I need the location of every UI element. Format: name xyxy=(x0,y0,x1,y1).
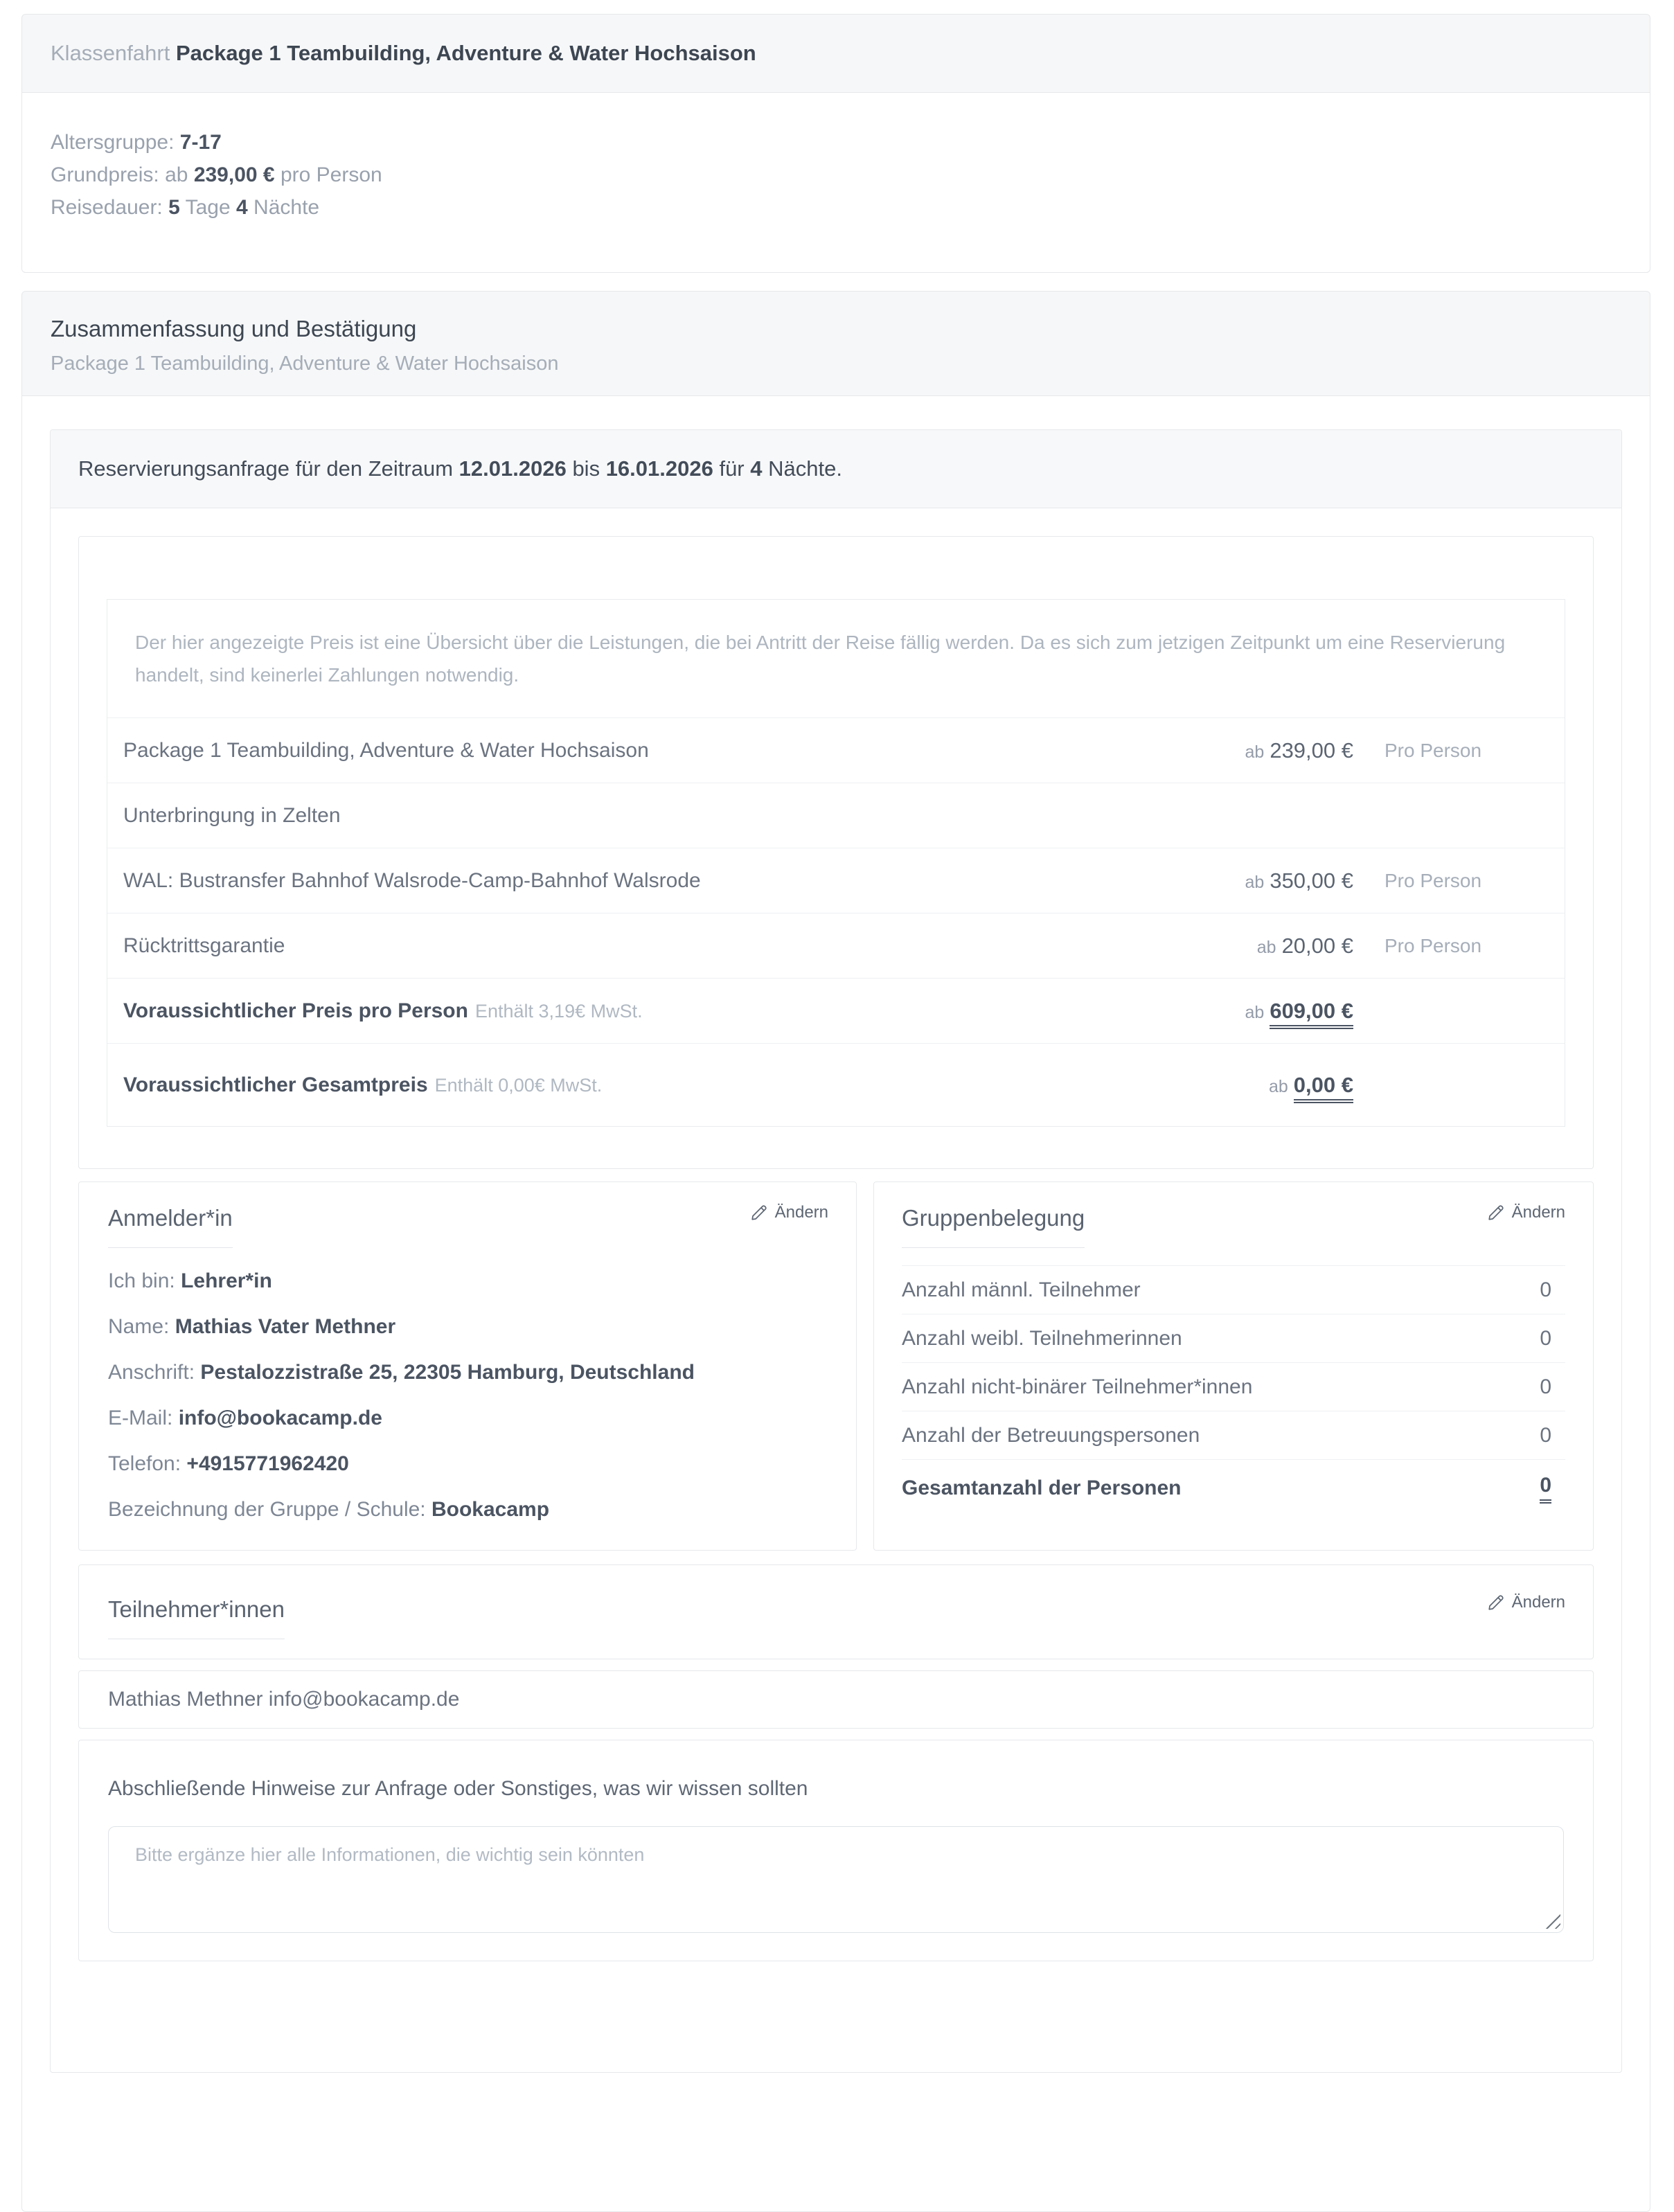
product-info-body xyxy=(21,93,1650,273)
participants-edit-button[interactable] xyxy=(1487,1593,1565,1612)
ab-prefix: ab xyxy=(1256,937,1276,957)
ab-prefix: ab xyxy=(1245,742,1265,762)
notes-title: Abschließende Hinweise zur Anfrage oder Sonstiges, was wir wissen sollten xyxy=(108,1777,808,1800)
ab-prefix: ab xyxy=(1245,872,1265,892)
price-overview-container xyxy=(78,536,1594,1169)
reservation-heading-text: Reservierungsanfrage für den Zeitraum xyxy=(78,456,459,481)
price-cell xyxy=(1132,999,1353,1024)
price-row-accommodation xyxy=(107,783,1565,848)
price-value: 350,00 € xyxy=(1270,868,1353,893)
total-persons-label: Gesamtanzahl der Personen xyxy=(902,1477,1182,1499)
summary-subtitle: Package 1 Teambuilding, Adventure & Water Hochsaison xyxy=(51,353,559,375)
registrant-email-line: E-Mail: info@bookacamp.de xyxy=(108,1407,382,1429)
participants-panel-title: Teilnehmer*innen xyxy=(108,1597,285,1639)
price-unit: Pro Person xyxy=(1384,869,1482,891)
price-row-name: Unterbringung in Zelten xyxy=(123,803,341,827)
group-occupancy-edit-label: Ändern xyxy=(1511,1203,1565,1222)
price-disclaimer: Der hier angezeigte Preis ist eine Übersicht über die Leistungen, die bei Antritt der Reise fällig werden. Da es sich zum jetzigen Zeitpunkt um eine Reservierung handelt, sind keinerlei Zahlungen notwendig. xyxy=(135,632,1506,686)
product-title: Package 1 Teambuilding, Adventure & Water Hochsaison xyxy=(175,41,756,65)
registrant-phone: +4915771962420 xyxy=(186,1452,349,1475)
price-row-bustransfer xyxy=(107,848,1565,913)
base-price-suffix: pro Person xyxy=(280,163,382,186)
pencil-icon xyxy=(1487,1204,1505,1222)
registrant-panel-title: Anmelder*in xyxy=(108,1206,233,1248)
participant-entry: Mathias Methner info@bookacamp.de xyxy=(108,1688,460,1711)
notes-textarea-wrap xyxy=(108,1826,1564,1933)
female-count-label: Anzahl weibl. Teilnehmerinnen xyxy=(902,1327,1182,1350)
vat-note: Enthält 3,19€ MwSt. xyxy=(474,1000,643,1022)
pencil-icon xyxy=(750,1204,768,1222)
group-occupancy-rows xyxy=(902,1265,1565,1515)
total-price-per-person: 609,00 € xyxy=(1270,999,1353,1029)
price-unit: Pro Person xyxy=(1384,934,1482,956)
total-price: 0,00 € xyxy=(1294,1073,1353,1103)
duration-days-value: 5 xyxy=(168,196,180,219)
notes-panel xyxy=(78,1740,1594,1961)
price-cell xyxy=(1132,868,1353,893)
participants-panel xyxy=(78,1564,1594,1659)
price-unit: Pro Person xyxy=(1384,739,1482,761)
male-count-row xyxy=(902,1265,1565,1314)
duration-nights-value: 4 xyxy=(236,196,248,219)
registrant-phone-line: Telefon: +4915771962420 xyxy=(108,1452,349,1475)
total-persons-row xyxy=(902,1459,1565,1515)
total-persons-value: 0 xyxy=(1540,1472,1551,1504)
base-price-value: 239,00 € xyxy=(193,163,275,186)
female-count-row xyxy=(902,1314,1565,1362)
duration-label: Reisedauer: xyxy=(51,196,163,219)
product-card xyxy=(21,14,1650,273)
price-row-name: Rücktrittsgarantie xyxy=(123,934,285,957)
product-card-header xyxy=(21,14,1650,93)
reservation-heading: Reservierungsanfrage für den Zeitraum 12.01.2026 bis 16.01.2026 für 4 Nächte. xyxy=(51,430,1621,508)
registrant-role: Lehrer*in xyxy=(181,1269,272,1292)
price-row-cancellation xyxy=(107,913,1565,978)
reservation-nights: 4 xyxy=(750,456,763,481)
price-table xyxy=(107,599,1565,1127)
registrant-details xyxy=(108,1269,827,1522)
supervisor-count-value: 0 xyxy=(1540,1424,1551,1447)
duration-nights-label: Nächte xyxy=(253,196,320,219)
age-group-value: 7-17 xyxy=(179,131,222,154)
summary-card-header xyxy=(21,291,1650,396)
price-row-total-per-person xyxy=(107,978,1565,1043)
reservation-date-to: 16.01.2026 xyxy=(605,456,713,481)
notes-textarea[interactable] xyxy=(108,1826,1564,1933)
price-cell xyxy=(1132,738,1353,763)
base-price-prefix: ab xyxy=(165,163,188,186)
registrant-email: info@bookacamp.de xyxy=(178,1407,382,1429)
nonbinary-count-value: 0 xyxy=(1540,1375,1551,1398)
price-cell xyxy=(1132,1073,1353,1098)
registrant-role-line: Ich bin: Lehrer*in xyxy=(108,1269,272,1292)
registrant-address: Pestalozzistraße 25, 22305 Hamburg, Deutschland xyxy=(200,1361,695,1384)
price-value: 239,00 € xyxy=(1270,738,1353,762)
summary-card-body xyxy=(21,396,1650,2212)
registrant-group-line: Bezeichnung der Gruppe / Schule: Bookacamp xyxy=(108,1498,550,1521)
price-value: 20,00 € xyxy=(1281,933,1353,958)
participant-row xyxy=(78,1670,1594,1729)
reservation-panel xyxy=(50,429,1622,2073)
group-occupancy-panel xyxy=(873,1181,1594,1551)
supervisor-count-label: Anzahl der Betreuungspersonen xyxy=(902,1424,1200,1447)
group-occupancy-edit-button[interactable] xyxy=(1487,1203,1565,1222)
registrant-edit-label: Ändern xyxy=(774,1203,828,1222)
group-occupancy-title: Gruppenbelegung xyxy=(902,1206,1085,1248)
female-count-value: 0 xyxy=(1540,1327,1551,1350)
summary-title: Zusammenfassung und Bestätigung xyxy=(51,316,417,341)
ab-prefix: ab xyxy=(1268,1076,1288,1096)
ab-prefix: ab xyxy=(1245,1002,1265,1022)
price-row-name: Package 1 Teambuilding, Adventure & Water Hochsaison xyxy=(123,738,649,762)
registrant-address-line: Anschrift: Pestalozzistraße 25, 22305 Hamburg, Deutschland xyxy=(108,1361,695,1384)
price-row-name: Voraussichtlicher Preis pro Person xyxy=(123,999,468,1022)
vat-note: Enthält 0,00€ MwSt. xyxy=(434,1074,603,1096)
supervisor-count-row xyxy=(902,1411,1565,1459)
price-row-name: Voraussichtlicher Gesamtpreis xyxy=(123,1073,428,1096)
price-cell xyxy=(1132,934,1353,958)
age-group-line xyxy=(51,126,1621,159)
registrant-name-line: Name: Mathias Vater Methner xyxy=(108,1315,396,1338)
summary-card xyxy=(21,291,1650,2212)
duration-days-label: Tage xyxy=(185,196,231,219)
registrant-name: Mathias Vater Methner xyxy=(175,1315,396,1338)
registrant-panel xyxy=(78,1181,857,1551)
panels-row xyxy=(78,1181,1594,1551)
registrant-group: Bookacamp xyxy=(431,1498,550,1521)
base-price-line xyxy=(51,159,1621,191)
duration-line xyxy=(51,191,1621,224)
participants-edit-label: Ändern xyxy=(1511,1593,1565,1612)
pencil-icon xyxy=(1487,1594,1505,1612)
price-row-package xyxy=(107,717,1565,783)
reservation-date-from: 12.01.2026 xyxy=(458,456,567,481)
age-group-label: Altersgruppe: xyxy=(51,131,175,154)
registrant-edit-button[interactable] xyxy=(750,1203,828,1222)
male-count-label: Anzahl männl. Teilnehmer xyxy=(902,1278,1141,1301)
base-price-label: Grundpreis: xyxy=(51,163,159,186)
male-count-value: 0 xyxy=(1540,1278,1551,1301)
price-row-total xyxy=(107,1043,1565,1126)
nonbinary-count-label: Anzahl nicht-binärer Teilnehmer*innen xyxy=(902,1375,1253,1398)
product-type-label: Klassenfahrt xyxy=(51,41,170,65)
reservation-body xyxy=(51,508,1621,2072)
price-row-name: WAL: Bustransfer Bahnhof Walsrode-Camp-Bahnhof Walsrode xyxy=(123,868,701,892)
nonbinary-count-row xyxy=(902,1362,1565,1411)
